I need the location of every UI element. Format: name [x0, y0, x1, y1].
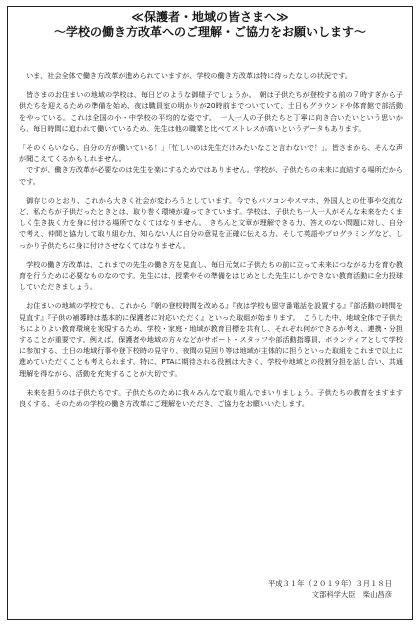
paragraph-school-day: 皆さまのお住まいの地域の学校は、毎日どのような御様子でしょうか。 朝は子供たちが登校する前の７時すぎから子供たちを迎えるための準備を始め、夜は職員室の明かりが20時前までついていて、土日もグラウンドや体育館で部活動をやっている。これは全国の小・中学校の平均的な姿です。 一人一人の子供たちと丁寧に向き合いたいという思いから、毎日時間に追われて働いているため、先生は他の職業と比べてストレスが高いというデータもあります。 — [19, 90, 403, 133]
paragraph-quote: 「そのくらいなら、自分の方が働いている！」「忙しいのは先生だけみたいなこと言わないで！」。皆さまから、そんな声が聞こえてくるかもしれません。 — [19, 143, 403, 164]
notice-header — [0, 10, 420, 40]
signature-block — [268, 578, 392, 600]
notice-title: ≪保護者・地域の皆さまへ≫ — [131, 10, 289, 24]
notice-subtitle: ～学校の働き方改革へのご理解・ご協力をお願いします～ — [53, 25, 366, 39]
paragraph-initiatives: お住まいの地域の学校でも、これから『朝の登校時間を改める』『夜は学校も留守番電話を設置する』『部活動の時間を見直す』『子供の補導時は基本的に保護者に対応いただく』といった取組が始まります。 こうした中、地域全体で子供たちによりよい教育環境を実現するため、学校・家庭・地域が教育目標を共有し、それぞれ何ができるか考え、連携・分担することが重要です。例えば、保護者や地域の方々などがサポート・スタッフや部活動指導員、ボランティアとして学校に参加する、土日の地域行事や登下校時の見守り、夜間の見回り等は地域が主体的に担うといった取組をこれまで以上に進めていただくことも考えられます。特に、PTAに期待される役割は大きく、学校や地域との役割分担を話し合い、共通理解を得ながら、活動を充実することが大切です。 — [19, 301, 403, 378]
paragraph-purpose: ですが、働き方改革が必要なのは先生を楽にするためではありません。学校が、子供たちの未来に直結する場所だからです。 — [19, 165, 403, 186]
paragraph-intro: いま、社会全体で働き方改革が進められていますが、学校の働き方改革は特に待ったなしの状況です。 — [26, 71, 352, 80]
paragraph-society: 御存じのとおり、これから大きく社会が変わろうとしています。今でもパソコンやスマホ、外国人との仕事や交流など、私たちが子供だったときとは、取り巻く環境が違ってきています。学校は、子供たち一人一人がそんな未来をたくましく生き抜く力を身に付ける場所でなくてはなりません。 きちんと文章が理解できる力、答えのない問題に対し、自分で考え、仲間と協力して取り組む力、知らない人に自分の意見を正確に伝える力、そして英語やプログラミングなど、しっかり子供たちに身に付けさせなくてはなりません。 — [19, 195, 403, 250]
paragraph-reform: 学校の働き方改革は、これまでの先生の働き方を見直し、毎日元気に子供たちの前に立って未来につながる力を育む教育を行うために必要なものなのです。先生には、授業やその準備をはじめとした先生にしかできない教育活動に全力投球していただきましょう。 — [19, 259, 403, 292]
signature-date: 平成３１年（２０１９年）３月１８日 — [267, 579, 392, 588]
paragraph-closing: 未来を担うのは子供たちです。子供たちのために我々みんなで取り組んでまいりましょう。子供たちの教育をますます良くする、そのための学校の働き方改革にご理解をいただき、ご協力をお願いいたします。 — [19, 387, 403, 409]
signature-author: 文部科学大臣 柴山昌彦 — [311, 590, 392, 599]
notice-body — [19, 70, 403, 417]
